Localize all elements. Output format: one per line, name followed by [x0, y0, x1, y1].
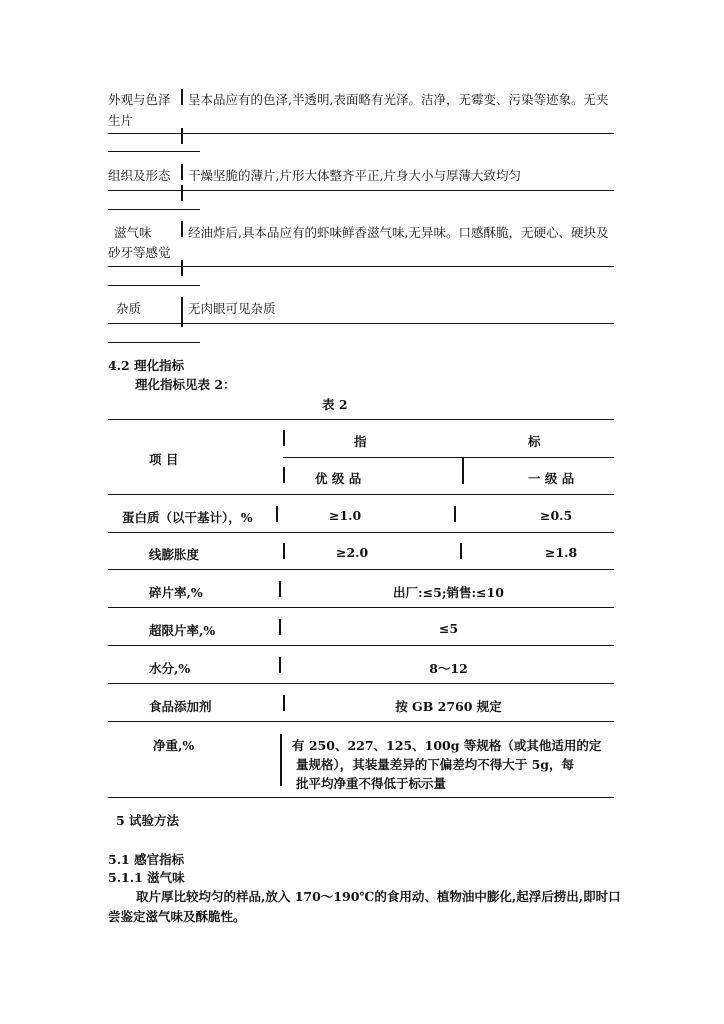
- row-rule: [108, 266, 614, 267]
- table-row-item: 碎片率,%: [149, 585, 203, 600]
- row-rule-short: [108, 151, 200, 152]
- table-row-rule: [108, 569, 614, 570]
- column-divider: [181, 128, 183, 144]
- table-row-rule: [108, 683, 614, 684]
- row-rule: [108, 323, 614, 324]
- table-header-item: 项 目: [149, 452, 179, 467]
- table-cell-grade1: ≥1.0: [329, 508, 362, 523]
- column-divider: [181, 221, 183, 237]
- column-divider: [283, 430, 285, 446]
- section-4-2-intro: 理化指标见表 2：: [135, 377, 236, 392]
- table-bottom-rule: [108, 797, 614, 798]
- sensory-text-appearance: 呈本品应有的色泽,半透明,表面略有光泽。洁净，无霉变、污染等迹象。无夹: [188, 92, 609, 107]
- table-cell-grade2: ≥0.5: [540, 508, 573, 523]
- table-top-rule: [108, 419, 614, 420]
- table-row-rule: [108, 645, 614, 646]
- table-cell-grade1: ≥2.0: [336, 545, 369, 560]
- column-divider: [276, 506, 278, 522]
- table-row-rule: [108, 494, 614, 495]
- table-cell-merged: 8～12: [429, 661, 468, 676]
- section-5-1-1-text-cont: 尝鉴定滋气味及酥脆性。: [108, 909, 246, 924]
- row-rule-short: [108, 209, 200, 210]
- column-divider: [181, 260, 183, 276]
- table-cell-merged: ≤5: [438, 621, 459, 636]
- table-row-item: 线膨胀度: [149, 547, 200, 562]
- table-header-index-right: 标: [528, 434, 541, 449]
- column-divider: [280, 734, 282, 786]
- table-cell-merged: 出厂:≤5;销售:≤10: [393, 585, 504, 600]
- sensory-label-texture: 组织及形态: [108, 168, 171, 183]
- section-heading-5-1: 5.1 感官指标: [108, 852, 185, 867]
- section-heading-4-2: 4.2 理化指标: [108, 358, 185, 373]
- table-header-grade2: 一 级 品: [528, 471, 575, 486]
- column-divider: [462, 458, 464, 484]
- sensory-text-impurity: 无肉眼可见杂质: [188, 301, 276, 316]
- sensory-text-taste: 经油炸后,具本品应有的虾味鲜香滋气味,无异味。口感酥脆，无硬心、硬块及: [188, 225, 609, 240]
- column-divider: [181, 89, 183, 105]
- table-row-item: 蛋白质（以干基计），%: [122, 510, 253, 525]
- sensory-label-taste: 滋气味: [114, 225, 152, 240]
- table-cell-grade2: ≥1.8: [545, 545, 578, 560]
- section-5-1-1-text: 取片厚比较均匀的样品,放入 170～190℃的食用动、植物油中膨化,起浮后捞出,即时口: [136, 889, 621, 904]
- column-divider: [283, 543, 285, 559]
- column-divider: [181, 185, 183, 201]
- sensory-label-impurity: 杂质: [116, 301, 142, 316]
- column-divider: [460, 543, 462, 559]
- sensory-text-taste-cont: 砂牙等感觉: [108, 245, 171, 260]
- table-row-item: 食品添加剂: [149, 699, 212, 714]
- column-divider: [181, 164, 183, 180]
- table-row-item-net-weight: 净重,%: [153, 738, 195, 753]
- section-heading-5: 5 试验方法: [116, 813, 180, 828]
- table-header-grade1: 优 级 品: [315, 471, 362, 486]
- table-cell-merged: 按 GB 2760 规定: [395, 699, 502, 714]
- table-row-rule: [108, 532, 614, 533]
- row-rule-short: [108, 285, 200, 286]
- row-rule: [108, 133, 614, 134]
- sensory-label-appearance: 外观与色泽: [108, 92, 171, 107]
- column-divider: [279, 657, 281, 673]
- table-row-rule: [108, 607, 614, 608]
- net-weight-text-2: 量规格），其装量差异的下偏差均不得大于 5g，每: [296, 757, 575, 772]
- row-rule: [108, 190, 614, 191]
- table-row-item: 水分,%: [149, 661, 191, 676]
- row-rule-short: [108, 342, 200, 343]
- sensory-text-texture: 干燥坚脆的薄片,片形大体整齐平正,片身大小与厚薄大致均匀: [188, 168, 521, 183]
- table-row-rule: [108, 721, 614, 722]
- column-divider: [279, 619, 281, 635]
- column-divider: [454, 506, 456, 522]
- net-weight-text-1: 有 250、227、125、100g 等规格（或其他适用的定: [292, 738, 602, 753]
- column-divider: [283, 467, 285, 483]
- sensory-text-appearance-cont: 生片: [108, 113, 134, 128]
- table-row-item: 超限片率,%: [149, 623, 216, 638]
- header-sub-rule: [283, 457, 614, 458]
- net-weight-text-3: 批平均净重不得低于标示量: [296, 776, 447, 791]
- table-caption: 表 2: [322, 397, 348, 412]
- column-divider: [279, 581, 281, 597]
- table-header-index-left: 指: [354, 434, 367, 449]
- section-heading-5-1-1: 5.1.1 滋气味: [108, 870, 185, 885]
